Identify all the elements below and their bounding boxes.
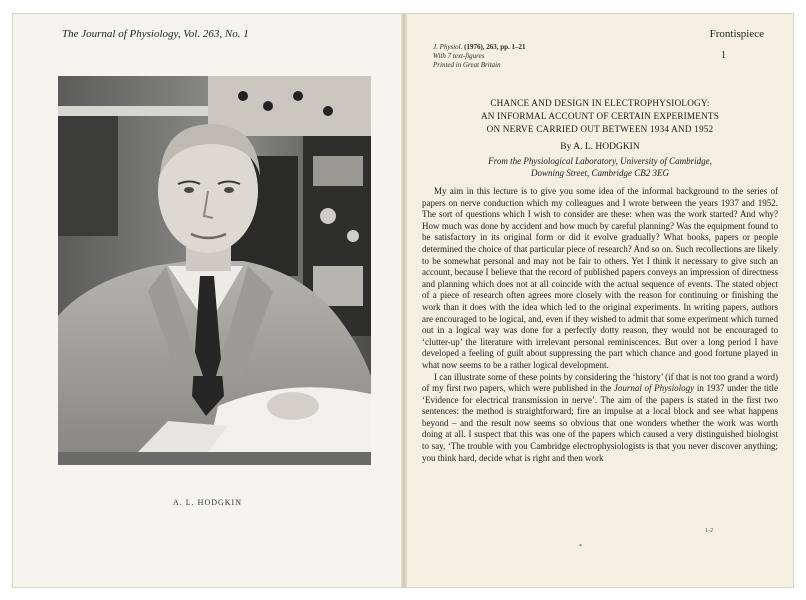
affiliation-line: From the Physiological Laboratory, University of Cambridge, bbox=[488, 156, 712, 166]
photo-caption: A. L. HODGKIN bbox=[173, 498, 242, 507]
journal-header: The Journal of Physiology, Vol. 263, No. 1 bbox=[62, 28, 249, 40]
printed-in: Printed in Great Britain bbox=[433, 61, 501, 69]
affiliation-line: Downing Street, Cambridge CB2 3EG bbox=[531, 168, 669, 178]
title-line: AN INFORMAL ACCOUNT OF CERTAIN EXPERIMENTS bbox=[480, 111, 720, 121]
frontispiece-label: Frontispiece bbox=[709, 28, 764, 40]
journal-name-inline: Journal of Physiology bbox=[613, 383, 695, 394]
signature-mark: 1-2 bbox=[705, 528, 713, 534]
affiliation bbox=[420, 155, 780, 179]
paragraph-2-start: I can illustrate some of these points by considering the ‘history’ (if that is not too grand a word) of my first two papers, which were published in the bbox=[422, 371, 778, 394]
citation-block bbox=[433, 43, 526, 70]
title-line: ON NERVE CARRIED OUT BETWEEN 1934 AND 1952 bbox=[486, 124, 714, 134]
left-running-header bbox=[62, 28, 776, 40]
paragraph-2-rest: in 1937 under the title ‘Evidence for electrical transmission in nerve’. The aim of the papers is stated in the first two sentences: the method is straightforward; fire an impulse at a local block and see what happens beyond – and the result now seems so obvious that one wonders whether the work was worth doing at all. I suspect that this was one of the papers which caused a very distinguished biologist to say, ‘The trouble with you Cambridge electrophysiologists is that you never discover anything; you think hard, decide what is right and then work bbox=[422, 383, 778, 463]
article-body bbox=[422, 186, 778, 464]
portrait-illustration bbox=[58, 76, 371, 452]
journal-abbrev: J. Physiol. bbox=[433, 43, 463, 51]
title-line: CHANCE AND DESIGN IN ELECTROPHYSIOLOGY: bbox=[490, 98, 710, 108]
paragraph-2 bbox=[422, 372, 778, 465]
citation-details: (1976), 263, pp. 1–21 bbox=[464, 43, 526, 51]
page-number: 1 bbox=[721, 50, 726, 61]
portrait-photo bbox=[58, 76, 371, 465]
paragraph-1: My aim in this lecture is to give you some idea of the informal background to the series of papers on nerve conduction which my colleagues and I wrote between the years 1937 and 1952. The sort of questions which I wish to consider are these: when was the work started? And why? How much was done by accident and how much by careful planning? Was the equipment found to be satisfactory in its original form or did it evolve gradually? What books, papers or people determined the choice of that particular piece of research? And so on. Such recollections are likely to be somewhat personal and may not be fair to others. Yet I think it necessary to give such an account, because I believe that the record of published papers conveys an impression of directness and planning which does not at all coincide with the actual sequence of events. The stated object of a piece of research often agrees more closely with the reason for continuing or finishing the work than it does with the idea which led to the original experiments. In writing papers, authors are encouraged to be logical, and, even if they wished to admit that some experiment which turned out in a logical way was done for a perfectly dotty reason, they would not be encouraged to ‘clutter-up’ the literature with irrelevant personal reminiscences. But over a long period I have developed a feeling of guilt about suppressing the part which chance and good fortune played in what now seems to be a rather logical development. bbox=[422, 186, 778, 370]
bottom-mark: * bbox=[579, 544, 582, 550]
figure-count: With 7 text-figures bbox=[433, 52, 485, 60]
author-line: By A. L. HODGKIN bbox=[560, 142, 640, 152]
article-title bbox=[420, 97, 780, 136]
